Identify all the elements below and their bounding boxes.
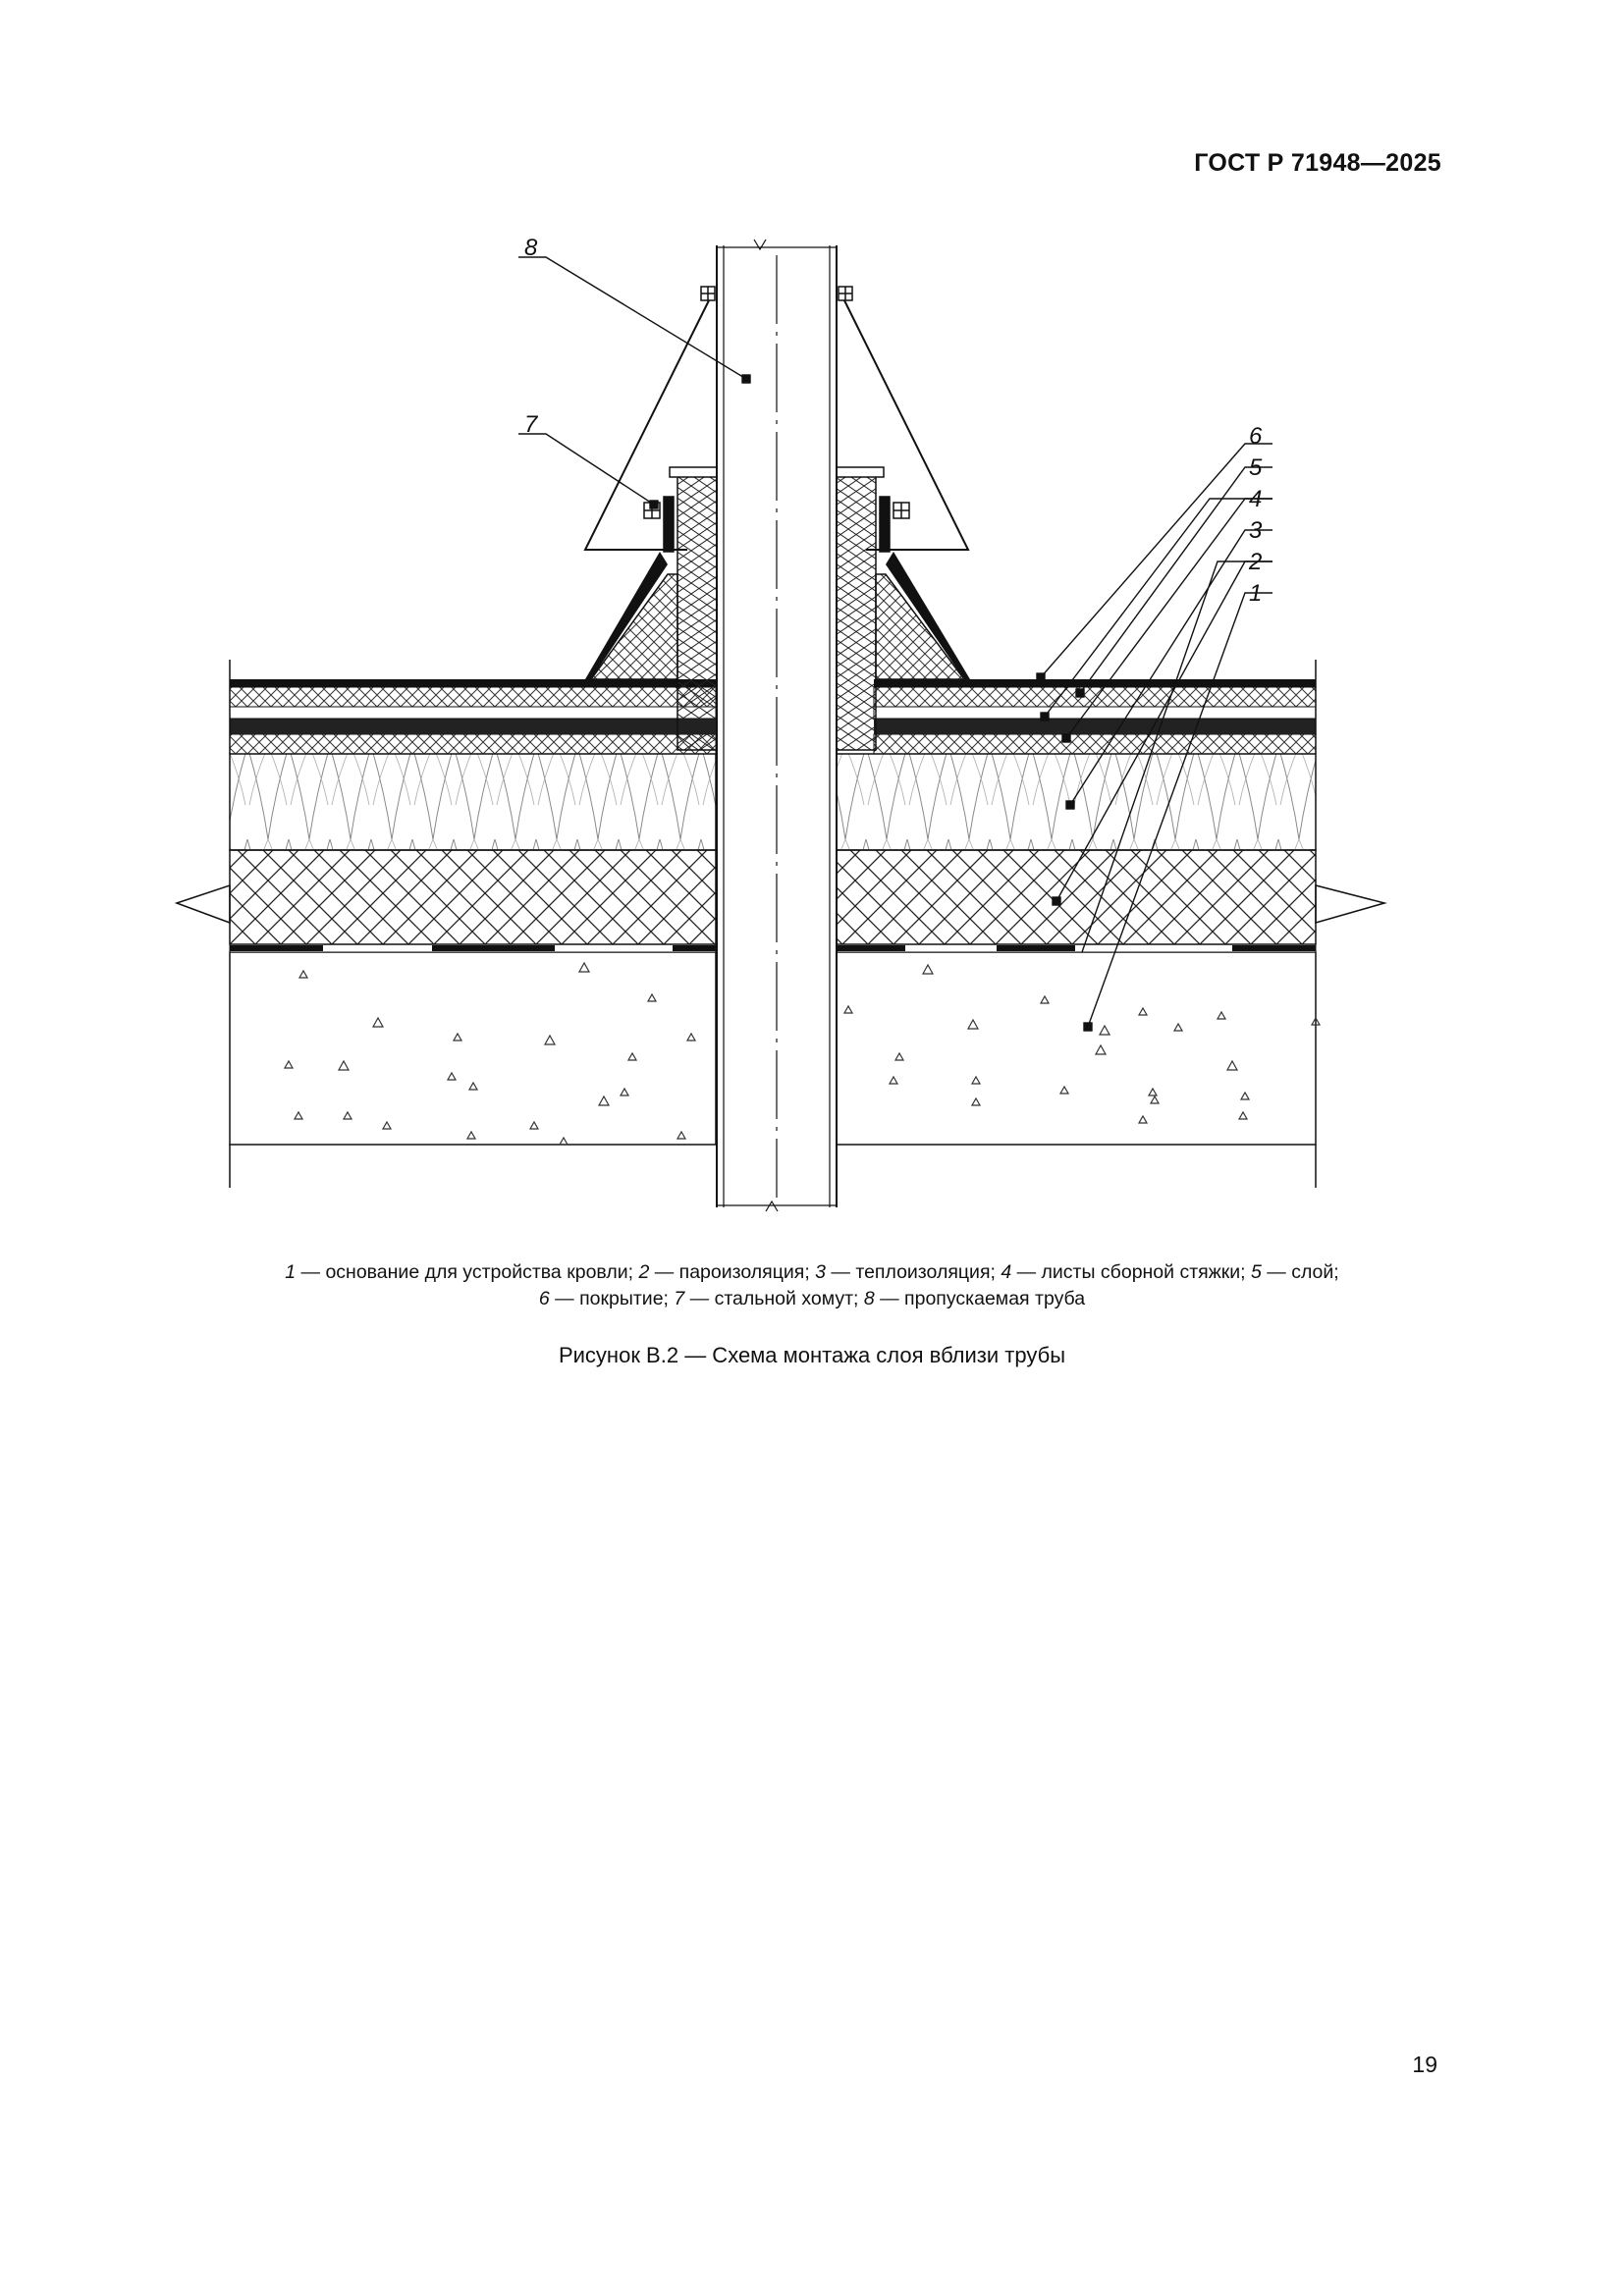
screed-sheets-right (874, 687, 1316, 707)
legend-line-2 (118, 1286, 1506, 1312)
callout-6: 6 (1249, 423, 1263, 450)
callout-4: 4 (1249, 486, 1263, 512)
legend-num: 5 (1251, 1261, 1262, 1283)
figure-caption: Рисунок В.2 — Схема монтажа слоя вблизи трубы (558, 1343, 1066, 1367)
callout-2: 2 (1249, 549, 1263, 575)
legend-line-1 (118, 1259, 1506, 1286)
legend-num: 3 (815, 1261, 827, 1283)
legend-text: — теплоизоляция; (826, 1261, 1001, 1283)
pipe (717, 240, 837, 1211)
legend-text: — пропускаемая труба (874, 1288, 1086, 1309)
base-concrete-left (230, 952, 716, 1145)
legend-text: — листы сборной стяжки; (1011, 1261, 1252, 1283)
callout-1: 1 (1249, 580, 1263, 607)
base-concrete-right (837, 952, 1316, 1145)
insulation-hard-left (230, 850, 716, 944)
page-number: 19 (1412, 2052, 1437, 2077)
insulation-wool-left (230, 754, 716, 850)
callout-3: 3 (1249, 517, 1263, 544)
legend-text: — стальной хомут; (684, 1288, 864, 1309)
legend-text: — слой; (1261, 1261, 1339, 1283)
callout-7: 7 (524, 411, 538, 438)
legend-num: 1 (285, 1261, 297, 1283)
legend-num: 6 (538, 1288, 550, 1309)
legend-text: — основание для устройства кровли; (296, 1261, 639, 1283)
right-layers (837, 660, 1384, 1188)
legend-num: 2 (638, 1261, 650, 1283)
legend-text: — покрытие; (549, 1288, 675, 1309)
legend-text: — пароизоляция; (649, 1261, 816, 1283)
figure-legend (118, 1259, 1506, 1312)
insulation-wool-right (837, 754, 1316, 850)
legend-num: 8 (863, 1288, 875, 1309)
legend-num: 4 (1001, 1261, 1012, 1283)
left-layers (177, 660, 716, 1188)
insulation-hard-right (837, 850, 1316, 944)
callout-8: 8 (524, 235, 538, 261)
callout-5: 5 (1249, 454, 1263, 481)
legend-num: 7 (674, 1288, 685, 1309)
standard-code: ГОСТ Р 71948—2025 (1194, 149, 1441, 177)
screed-sheets-left (230, 687, 716, 707)
